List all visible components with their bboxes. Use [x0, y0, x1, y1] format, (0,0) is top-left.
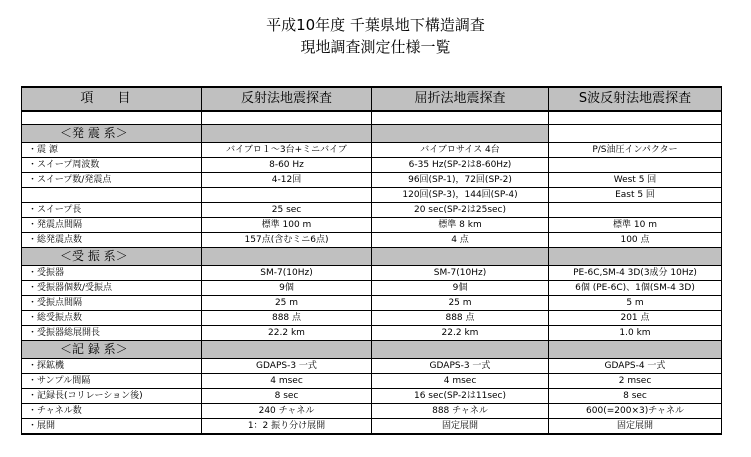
row-item: ・スイープ周波数: [22, 158, 202, 173]
header-item: 項 目: [22, 87, 202, 111]
row-refraction: 4 点: [372, 233, 549, 248]
section-cell: [549, 341, 722, 359]
row-s-wave: 固定展開: [549, 419, 722, 435]
row-item: ・受振器個数/受振点: [22, 281, 202, 296]
spec-table: [21, 86, 722, 435]
header-s-wave: S波反射法地震探査: [549, 87, 722, 111]
table-row: [22, 218, 722, 233]
table-row: [22, 296, 722, 311]
row-item: ・総受振点数: [22, 311, 202, 326]
row-reflection: 25 m: [202, 296, 372, 311]
row-item: ・探鉱機: [22, 359, 202, 374]
row-item: ・展開: [22, 419, 202, 435]
blank-row: [22, 111, 722, 125]
row-s-wave: 100 点: [549, 233, 722, 248]
row-reflection: 8 sec: [202, 389, 372, 404]
row-s-wave: [549, 203, 722, 218]
header-refraction: 屈折法地震探査: [372, 87, 549, 111]
table-row: [22, 188, 722, 203]
row-s-wave: GDAPS-4 一式: [549, 359, 722, 374]
row-item: ・サンプル間隔: [22, 374, 202, 389]
blank-cell: [372, 111, 549, 125]
section-cell: [372, 341, 549, 359]
row-item: ・スイープ数/発震点: [22, 173, 202, 188]
row-refraction: 20 sec(SP-2は25sec): [372, 203, 549, 218]
row-reflection: [202, 188, 372, 203]
section-title: ＜記 録 系＞: [22, 341, 202, 359]
section-title: ＜発 震 系＞: [22, 125, 202, 143]
row-s-wave: 標準 10 m: [549, 218, 722, 233]
row-reflection: 4 msec: [202, 374, 372, 389]
section-cell: [549, 248, 722, 266]
row-refraction: 888 チャネル: [372, 404, 549, 419]
row-item: ・発震点間隔: [22, 218, 202, 233]
row-reflection: 25 sec: [202, 203, 372, 218]
table-row: [22, 203, 722, 218]
row-s-wave: [549, 158, 722, 173]
row-item: ・チャネル数: [22, 404, 202, 419]
row-reflection: 240 チャネル: [202, 404, 372, 419]
row-s-wave: West 5 回: [549, 173, 722, 188]
page-subtitle: 現地調査測定仕様一覧: [300, 38, 451, 56]
blank-cell: [22, 111, 202, 125]
row-refraction: SM-7(10Hz): [372, 266, 549, 281]
header-reflection: 反射法地震探査: [202, 87, 372, 111]
section-title: ＜受 振 系＞: [22, 248, 202, 266]
row-reflection: 22.2 km: [202, 326, 372, 341]
row-reflection: 888 点: [202, 311, 372, 326]
table-row: [22, 359, 722, 374]
section-cell: [372, 125, 549, 143]
row-reflection: 4-12回: [202, 173, 372, 188]
section-cell: [202, 125, 372, 143]
row-item: ・受振器: [22, 266, 202, 281]
row-reflection: GDAPS-3 一式: [202, 359, 372, 374]
row-refraction: 9個: [372, 281, 549, 296]
blank-cell: [549, 111, 722, 125]
row-reflection: 1：2 振り分け展開: [202, 419, 372, 435]
row-item: ・総発震点数: [22, 233, 202, 248]
row-s-wave: East 5 回: [549, 188, 722, 203]
row-s-wave: 201 点: [549, 311, 722, 326]
row-refraction: GDAPS-3 一式: [372, 359, 549, 374]
table-row: [22, 374, 722, 389]
row-reflection: 157点(含むミニ6点): [202, 233, 372, 248]
row-refraction: 固定展開: [372, 419, 549, 435]
row-reflection: 8-60 Hz: [202, 158, 372, 173]
table-row: [22, 173, 722, 188]
row-item: ・スイープ長: [22, 203, 202, 218]
row-item: ・震 源: [22, 143, 202, 158]
blank-cell: [202, 111, 372, 125]
row-refraction: 25 m: [372, 296, 549, 311]
row-refraction: 4 msec: [372, 374, 549, 389]
section-cell: [549, 125, 722, 143]
table-row: [22, 281, 722, 296]
section-row: [22, 248, 722, 266]
row-refraction: 22.2 km: [372, 326, 549, 341]
table-row: [22, 311, 722, 326]
section-cell: [202, 248, 372, 266]
table-row: [22, 143, 722, 158]
row-s-wave: 5 m: [549, 296, 722, 311]
row-s-wave: 1.0 km: [549, 326, 722, 341]
row-s-wave: P/S油圧インパクター: [549, 143, 722, 158]
table-row: [22, 326, 722, 341]
row-reflection: SM-7(10Hz): [202, 266, 372, 281]
row-s-wave: PE-6C,SM-4 3D(3成分 10Hz): [549, 266, 722, 281]
table-header-row: [22, 87, 722, 111]
row-item: ・受振器総展開長: [22, 326, 202, 341]
row-s-wave: 600(=200×3)チャネル: [549, 404, 722, 419]
row-item: ・記録長(コリレーション後): [22, 389, 202, 404]
table-row: [22, 389, 722, 404]
row-refraction: 120回(SP-3)，144回(SP-4): [372, 188, 549, 203]
row-s-wave: 6個 (PE-6C)、1個(SM-4 3D): [549, 281, 722, 296]
page-title: 平成10年度 千葉県地下構造調査: [266, 16, 485, 34]
row-refraction: 標準 8 km: [372, 218, 549, 233]
table-row: [22, 404, 722, 419]
section-row: [22, 341, 722, 359]
table-row: [22, 266, 722, 281]
section-cell: [202, 341, 372, 359]
table-row: [22, 158, 722, 173]
row-s-wave: 8 sec: [549, 389, 722, 404]
table-row: [22, 419, 722, 435]
table-row: [22, 233, 722, 248]
row-item: ・受振点間隔: [22, 296, 202, 311]
row-refraction: 96回(SP-1)，72回(SP-2): [372, 173, 549, 188]
row-reflection: バイブロ１～3台+ミニバイブ: [202, 143, 372, 158]
row-refraction: バイブロサイス 4台: [372, 143, 549, 158]
section-row: [22, 125, 722, 143]
row-refraction: 888 点: [372, 311, 549, 326]
row-s-wave: 2 msec: [549, 374, 722, 389]
row-reflection: 9個: [202, 281, 372, 296]
section-cell: [372, 248, 549, 266]
row-item: [22, 188, 202, 203]
row-reflection: 標準 100 m: [202, 218, 372, 233]
row-refraction: 6-35 Hz(SP-2は8-60Hz): [372, 158, 549, 173]
row-refraction: 16 sec(SP-2は11sec): [372, 389, 549, 404]
